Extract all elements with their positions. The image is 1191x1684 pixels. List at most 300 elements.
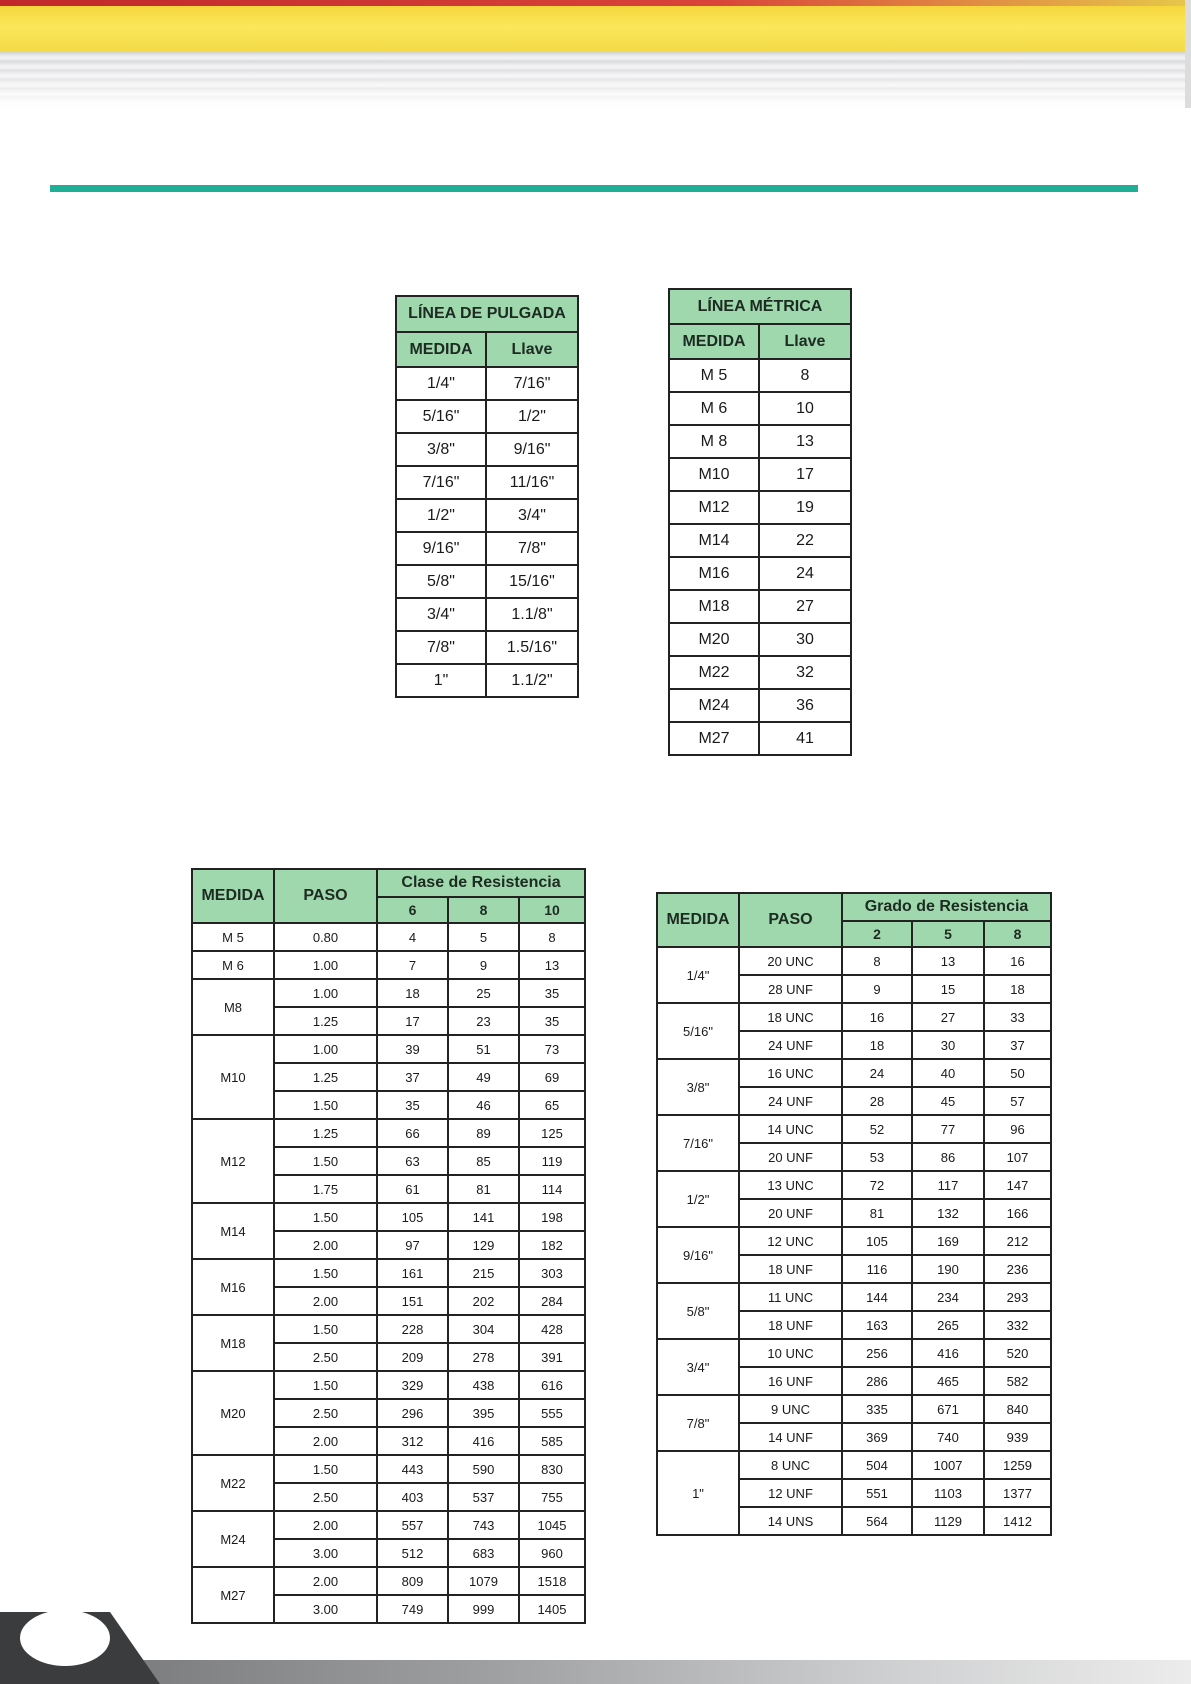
torque-metric-paso-cell: 2.00 xyxy=(274,1287,377,1315)
torque-metric-medida-cell: M16 xyxy=(192,1259,274,1315)
inch-llave-cell: 1/2" xyxy=(486,400,578,433)
torque-metric-value-cell: 830 xyxy=(519,1455,585,1483)
footer-white-oval xyxy=(20,1610,110,1666)
torque-inch-paso-cell: 14 UNS xyxy=(739,1507,842,1535)
torque-metric-paso-cell: 1.50 xyxy=(274,1455,377,1483)
metric-medida-cell: M14 xyxy=(669,524,759,557)
metric-col-llave: Llave xyxy=(759,324,851,359)
inch-table-row xyxy=(396,466,578,499)
torque-metric-value-cell: 278 xyxy=(448,1343,519,1371)
inch-medida-cell: 7/8" xyxy=(396,631,486,664)
torque-metric-value-cell: 312 xyxy=(377,1427,448,1455)
torque-inch-value-cell: 939 xyxy=(984,1423,1051,1451)
torque-inch-value-cell: 33 xyxy=(984,1003,1051,1031)
torque-inch-value-cell: 105 xyxy=(842,1227,912,1255)
inch-medida-cell: 3/8" xyxy=(396,433,486,466)
inch-llave-cell: 7/16" xyxy=(486,367,578,400)
inch-medida-cell: 9/16" xyxy=(396,532,486,565)
metric-table-row xyxy=(669,590,851,623)
torque-inch-value-cell: 169 xyxy=(912,1227,984,1255)
torque-inch-value-cell: 332 xyxy=(984,1311,1051,1339)
inch-col-medida: MEDIDA xyxy=(396,332,486,367)
torque-inch-value-cell: 81 xyxy=(842,1199,912,1227)
inch-table-row xyxy=(396,532,578,565)
metric-medida-cell: M12 xyxy=(669,491,759,524)
torque-metric-row xyxy=(192,1371,585,1399)
torque-metric-value-cell: 202 xyxy=(448,1287,519,1315)
metric-llave-cell: 36 xyxy=(759,689,851,722)
torque-metric-value-cell: 63 xyxy=(377,1147,448,1175)
torque-inch-row xyxy=(657,947,1051,975)
metric-llave-cell: 17 xyxy=(759,458,851,491)
inch-llave-cell: 15/16" xyxy=(486,565,578,598)
inch-table-row xyxy=(396,433,578,466)
torque-metric-value-cell: 329 xyxy=(377,1371,448,1399)
torque-metric-value-cell: 209 xyxy=(377,1343,448,1371)
footer-gray-band xyxy=(0,1660,1191,1684)
torque-inch-value-cell: 1007 xyxy=(912,1451,984,1479)
torque-metric-paso-cell: 3.00 xyxy=(274,1595,377,1623)
torque-inch-row xyxy=(657,1451,1051,1479)
torque-inch-value-cell: 107 xyxy=(984,1143,1051,1171)
torque-metric-value-cell: 25 xyxy=(448,979,519,1007)
metric-table-row xyxy=(669,722,851,755)
torque-metric-paso-cell: 1.00 xyxy=(274,1035,377,1063)
torque-metric-value-cell: 49 xyxy=(448,1063,519,1091)
torque-inch-value-cell: 293 xyxy=(984,1283,1051,1311)
torque-metric-value-cell: 616 xyxy=(519,1371,585,1399)
torque-metric-value-cell: 125 xyxy=(519,1119,585,1147)
torque-inch-value-cell: 52 xyxy=(842,1115,912,1143)
torque-metric-medida-cell: M20 xyxy=(192,1371,274,1455)
torque-inch-medida-cell: 7/16" xyxy=(657,1115,739,1171)
inch-llave-cell: 1.1/8" xyxy=(486,598,578,631)
torque-metric-value-cell: 755 xyxy=(519,1483,585,1511)
torque-inch-paso-cell: 12 UNF xyxy=(739,1479,842,1507)
torque-metric-paso-cell: 1.25 xyxy=(274,1007,377,1035)
torque-metric-class: 10 xyxy=(519,897,585,923)
torque-inch-value-cell: 57 xyxy=(984,1087,1051,1115)
metric-llave-cell: 30 xyxy=(759,623,851,656)
metric-table-row xyxy=(669,524,851,557)
torque-metric-row xyxy=(192,1567,585,1595)
metric-table-row xyxy=(669,557,851,590)
torque-inch-row xyxy=(657,1171,1051,1199)
header-right-edge xyxy=(1185,0,1191,108)
torque-metric-value-cell: 683 xyxy=(448,1539,519,1567)
torque-inch-value-cell: 551 xyxy=(842,1479,912,1507)
torque-inch-paso-cell: 18 UNF xyxy=(739,1311,842,1339)
torque-metric-value-cell: 809 xyxy=(377,1567,448,1595)
torque-inch-value-cell: 520 xyxy=(984,1339,1051,1367)
torque-metric-value-cell: 557 xyxy=(377,1511,448,1539)
torque-inch-value-cell: 144 xyxy=(842,1283,912,1311)
torque-inch-paso-cell: 14 UNF xyxy=(739,1423,842,1451)
torque-metric-value-cell: 960 xyxy=(519,1539,585,1567)
torque-metric-col-medida: MEDIDA xyxy=(192,869,274,923)
torque-metric-row xyxy=(192,1455,585,1483)
torque-inch-value-cell: 30 xyxy=(912,1031,984,1059)
torque-metric-paso-cell: 2.00 xyxy=(274,1231,377,1259)
torque-metric-paso-cell: 1.50 xyxy=(274,1259,377,1287)
torque-metric-value-cell: 512 xyxy=(377,1539,448,1567)
inch-table-row xyxy=(396,400,578,433)
metric-medida-cell: M16 xyxy=(669,557,759,590)
inch-llave-cell: 7/8" xyxy=(486,532,578,565)
torque-inch-value-cell: 9 xyxy=(842,975,912,1003)
torque-inch-value-cell: 465 xyxy=(912,1367,984,1395)
torque-inch-value-cell: 840 xyxy=(984,1395,1051,1423)
torque-metric-paso-cell: 2.50 xyxy=(274,1343,377,1371)
torque-inch-value-cell: 116 xyxy=(842,1255,912,1283)
torque-metric-value-cell: 999 xyxy=(448,1595,519,1623)
torque-metric-medida-cell: M24 xyxy=(192,1511,274,1567)
inch-torque-table xyxy=(656,892,1052,1536)
torque-metric-paso-cell: 1.50 xyxy=(274,1091,377,1119)
torque-metric-paso-cell: 3.00 xyxy=(274,1539,377,1567)
torque-metric-value-cell: 161 xyxy=(377,1259,448,1287)
inch-medida-cell: 1/2" xyxy=(396,499,486,532)
torque-metric-value-cell: 416 xyxy=(448,1427,519,1455)
torque-metric-medida-cell: M10 xyxy=(192,1035,274,1119)
torque-metric-medida-cell: M22 xyxy=(192,1455,274,1511)
torque-inch-value-cell: 53 xyxy=(842,1143,912,1171)
metric-llave-cell: 32 xyxy=(759,656,851,689)
torque-inch-value-cell: 27 xyxy=(912,1003,984,1031)
torque-inch-value-cell: 369 xyxy=(842,1423,912,1451)
metric-table-title: LÍNEA MÉTRICA xyxy=(669,289,851,324)
metric-medida-cell: M 5 xyxy=(669,359,759,392)
header-stripes-fade xyxy=(0,52,1191,108)
metric-table-row xyxy=(669,656,851,689)
metric-medida-cell: M 6 xyxy=(669,392,759,425)
metric-torque-table xyxy=(191,868,586,1624)
torque-inch-row xyxy=(657,1283,1051,1311)
header-yellow-band xyxy=(0,6,1191,52)
torque-metric-value-cell: 85 xyxy=(448,1147,519,1175)
torque-inch-value-cell: 77 xyxy=(912,1115,984,1143)
torque-inch-paso-cell: 14 UNC xyxy=(739,1115,842,1143)
torque-inch-paso-cell: 13 UNC xyxy=(739,1171,842,1199)
inch-table-row xyxy=(396,631,578,664)
torque-inch-value-cell: 40 xyxy=(912,1059,984,1087)
torque-metric-value-cell: 8 xyxy=(519,923,585,951)
torque-metric-value-cell: 443 xyxy=(377,1455,448,1483)
torque-inch-value-cell: 265 xyxy=(912,1311,984,1339)
torque-metric-row xyxy=(192,1511,585,1539)
torque-metric-value-cell: 69 xyxy=(519,1063,585,1091)
torque-metric-paso-cell: 2.50 xyxy=(274,1399,377,1427)
torque-metric-row xyxy=(192,979,585,1007)
torque-inch-value-cell: 117 xyxy=(912,1171,984,1199)
torque-metric-medida-cell: M8 xyxy=(192,979,274,1035)
torque-inch-paso-cell: 24 UNF xyxy=(739,1031,842,1059)
torque-metric-row xyxy=(192,1259,585,1287)
torque-inch-value-cell: 72 xyxy=(842,1171,912,1199)
metric-table-row xyxy=(669,392,851,425)
torque-inch-value-cell: 45 xyxy=(912,1087,984,1115)
torque-inch-row xyxy=(657,1395,1051,1423)
torque-inch-paso-cell: 18 UNC xyxy=(739,1003,842,1031)
torque-metric-medida-cell: M14 xyxy=(192,1203,274,1259)
inch-llave-cell: 11/16" xyxy=(486,466,578,499)
torque-metric-value-cell: 585 xyxy=(519,1427,585,1455)
teal-divider xyxy=(50,185,1138,192)
torque-inch-col-paso: PASO xyxy=(739,893,842,947)
metric-medida-cell: M22 xyxy=(669,656,759,689)
torque-metric-value-cell: 17 xyxy=(377,1007,448,1035)
metric-llave-cell: 19 xyxy=(759,491,851,524)
torque-metric-col-paso: PASO xyxy=(274,869,377,923)
metric-llave-cell: 10 xyxy=(759,392,851,425)
torque-metric-value-cell: 284 xyxy=(519,1287,585,1315)
metric-table-row xyxy=(669,359,851,392)
torque-inch-value-cell: 1377 xyxy=(984,1479,1051,1507)
torque-metric-value-cell: 395 xyxy=(448,1399,519,1427)
torque-inch-class: 5 xyxy=(912,921,984,947)
torque-metric-value-cell: 1079 xyxy=(448,1567,519,1595)
metric-medida-cell: M18 xyxy=(669,590,759,623)
torque-inch-value-cell: 18 xyxy=(842,1031,912,1059)
torque-inch-medida-cell: 1/4" xyxy=(657,947,739,1003)
torque-metric-class: 6 xyxy=(377,897,448,923)
torque-inch-value-cell: 50 xyxy=(984,1059,1051,1087)
torque-inch-row xyxy=(657,1339,1051,1367)
torque-metric-row xyxy=(192,923,585,951)
torque-inch-col-medida: MEDIDA xyxy=(657,893,739,947)
torque-inch-medida-cell: 5/16" xyxy=(657,1003,739,1059)
torque-metric-value-cell: 403 xyxy=(377,1483,448,1511)
inch-llave-cell: 1.5/16" xyxy=(486,631,578,664)
torque-inch-value-cell: 190 xyxy=(912,1255,984,1283)
torque-metric-medida-cell: M 5 xyxy=(192,923,274,951)
torque-metric-medida-cell: M18 xyxy=(192,1315,274,1371)
metric-llave-cell: 41 xyxy=(759,722,851,755)
torque-metric-paso-cell: 1.25 xyxy=(274,1119,377,1147)
torque-inch-paso-cell: 16 UNF xyxy=(739,1367,842,1395)
torque-metric-value-cell: 428 xyxy=(519,1315,585,1343)
torque-inch-row xyxy=(657,1227,1051,1255)
inch-table-title: LÍNEA DE PULGADA xyxy=(396,296,578,332)
torque-metric-medida-cell: M12 xyxy=(192,1119,274,1203)
torque-inch-value-cell: 16 xyxy=(842,1003,912,1031)
torque-inch-value-cell: 16 xyxy=(984,947,1051,975)
torque-inch-row xyxy=(657,1003,1051,1031)
torque-inch-value-cell: 24 xyxy=(842,1059,912,1087)
metric-medida-cell: M10 xyxy=(669,458,759,491)
inch-medida-cell: 5/8" xyxy=(396,565,486,598)
torque-metric-value-cell: 1045 xyxy=(519,1511,585,1539)
torque-metric-value-cell: 4 xyxy=(377,923,448,951)
torque-inch-paso-cell: 24 UNF xyxy=(739,1087,842,1115)
metric-table-body xyxy=(669,359,851,755)
metric-wrench-table xyxy=(668,288,852,756)
torque-metric-value-cell: 37 xyxy=(377,1063,448,1091)
torque-inch-value-cell: 740 xyxy=(912,1423,984,1451)
torque-metric-medida-cell: M27 xyxy=(192,1567,274,1623)
torque-inch-value-cell: 236 xyxy=(984,1255,1051,1283)
inch-table-row xyxy=(396,565,578,598)
torque-metric-value-cell: 391 xyxy=(519,1343,585,1371)
torque-metric-value-cell: 1405 xyxy=(519,1595,585,1623)
torque-inch-value-cell: 286 xyxy=(842,1367,912,1395)
torque-inch-medida-cell: 3/4" xyxy=(657,1339,739,1395)
metric-llave-cell: 13 xyxy=(759,425,851,458)
torque-inch-medida-cell: 1" xyxy=(657,1451,739,1535)
torque-metric-value-cell: 13 xyxy=(519,951,585,979)
torque-metric-paso-cell: 2.00 xyxy=(274,1427,377,1455)
torque-inch-value-cell: 234 xyxy=(912,1283,984,1311)
torque-metric-value-cell: 304 xyxy=(448,1315,519,1343)
torque-metric-value-cell: 438 xyxy=(448,1371,519,1399)
torque-inch-value-cell: 256 xyxy=(842,1339,912,1367)
torque-metric-value-cell: 73 xyxy=(519,1035,585,1063)
torque-metric-value-cell: 590 xyxy=(448,1455,519,1483)
torque-inch-value-cell: 147 xyxy=(984,1171,1051,1199)
torque-metric-value-cell: 35 xyxy=(377,1091,448,1119)
torque-inch-value-cell: 564 xyxy=(842,1507,912,1535)
inch-medida-cell: 5/16" xyxy=(396,400,486,433)
torque-metric-paso-cell: 1.50 xyxy=(274,1371,377,1399)
torque-inch-paso-cell: 8 UNC xyxy=(739,1451,842,1479)
metric-llave-cell: 22 xyxy=(759,524,851,557)
torque-inch-medida-cell: 7/8" xyxy=(657,1395,739,1451)
torque-inch-value-cell: 18 xyxy=(984,975,1051,1003)
inch-table-row xyxy=(396,598,578,631)
torque-inch-paso-cell: 18 UNF xyxy=(739,1255,842,1283)
inch-llave-cell: 9/16" xyxy=(486,433,578,466)
torque-metric-value-cell: 7 xyxy=(377,951,448,979)
inch-col-llave: Llave xyxy=(486,332,578,367)
torque-metric-value-cell: 97 xyxy=(377,1231,448,1259)
torque-metric-row xyxy=(192,1119,585,1147)
torque-inch-value-cell: 28 xyxy=(842,1087,912,1115)
inch-table-body xyxy=(396,367,578,697)
torque-metric-row xyxy=(192,1203,585,1231)
torque-metric-value-cell: 749 xyxy=(377,1595,448,1623)
torque-inch-value-cell: 15 xyxy=(912,975,984,1003)
torque-metric-value-cell: 198 xyxy=(519,1203,585,1231)
torque-inch-group-title: Grado de Resistencia xyxy=(842,893,1051,921)
torque-metric-value-cell: 129 xyxy=(448,1231,519,1259)
torque-inch-row xyxy=(657,1059,1051,1087)
metric-table-row xyxy=(669,491,851,524)
torque-inch-medida-cell: 5/8" xyxy=(657,1283,739,1339)
torque-metric-paso-cell: 1.75 xyxy=(274,1175,377,1203)
torque-metric-value-cell: 65 xyxy=(519,1091,585,1119)
torque-metric-value-cell: 66 xyxy=(377,1119,448,1147)
torque-metric-value-cell: 182 xyxy=(519,1231,585,1259)
metric-medida-cell: M24 xyxy=(669,689,759,722)
torque-metric-value-cell: 61 xyxy=(377,1175,448,1203)
torque-inch-paso-cell: 9 UNC xyxy=(739,1395,842,1423)
torque-inch-value-cell: 416 xyxy=(912,1339,984,1367)
torque-inch-value-cell: 1129 xyxy=(912,1507,984,1535)
torque-inch-row xyxy=(657,1115,1051,1143)
torque-metric-value-cell: 35 xyxy=(519,979,585,1007)
torque-metric-value-cell: 5 xyxy=(448,923,519,951)
torque-metric-row xyxy=(192,1315,585,1343)
header-band xyxy=(0,0,1191,108)
torque-inch-paso-cell: 20 UNC xyxy=(739,947,842,975)
inch-medida-cell: 7/16" xyxy=(396,466,486,499)
torque-metric-value-cell: 105 xyxy=(377,1203,448,1231)
torque-metric-value-cell: 303 xyxy=(519,1259,585,1287)
torque-inch-class: 8 xyxy=(984,921,1051,947)
torque-inch-class: 2 xyxy=(842,921,912,947)
inch-table-row xyxy=(396,367,578,400)
torque-inch-value-cell: 163 xyxy=(842,1311,912,1339)
torque-inch-value-cell: 132 xyxy=(912,1199,984,1227)
torque-inch-paso-cell: 16 UNC xyxy=(739,1059,842,1087)
metric-table-row xyxy=(669,458,851,491)
metric-medida-cell: M27 xyxy=(669,722,759,755)
torque-metric-paso-cell: 1.00 xyxy=(274,951,377,979)
torque-metric-paso-cell: 1.50 xyxy=(274,1147,377,1175)
metric-col-medida: MEDIDA xyxy=(669,324,759,359)
torque-metric-value-cell: 141 xyxy=(448,1203,519,1231)
torque-inch-paso-cell: 28 UNF xyxy=(739,975,842,1003)
torque-inch-value-cell: 335 xyxy=(842,1395,912,1423)
torque-inch-paso-cell: 11 UNC xyxy=(739,1283,842,1311)
torque-inch-value-cell: 1259 xyxy=(984,1451,1051,1479)
torque-metric-group-title: Clase de Resistencia xyxy=(377,869,585,897)
torque-metric-value-cell: 89 xyxy=(448,1119,519,1147)
torque-metric-paso-cell: 2.00 xyxy=(274,1567,377,1595)
torque-metric-paso-cell: 0.80 xyxy=(274,923,377,951)
torque-inch-paso-cell: 12 UNC xyxy=(739,1227,842,1255)
torque-inch-value-cell: 13 xyxy=(912,947,984,975)
torque-inch-value-cell: 96 xyxy=(984,1115,1051,1143)
torque-metric-medida-cell: M 6 xyxy=(192,951,274,979)
torque-metric-value-cell: 23 xyxy=(448,1007,519,1035)
torque-metric-value-cell: 119 xyxy=(519,1147,585,1175)
torque-inch-value-cell: 8 xyxy=(842,947,912,975)
torque-inch-value-cell: 671 xyxy=(912,1395,984,1423)
inch-table-row xyxy=(396,664,578,697)
torque-metric-class: 8 xyxy=(448,897,519,923)
torque-metric-value-cell: 9 xyxy=(448,951,519,979)
metric-llave-cell: 24 xyxy=(759,557,851,590)
inch-wrench-table xyxy=(395,295,579,698)
torque-inch-paso-cell: 20 UNF xyxy=(739,1199,842,1227)
torque-inch-body xyxy=(657,947,1051,1535)
torque-metric-value-cell: 46 xyxy=(448,1091,519,1119)
metric-table-row xyxy=(669,623,851,656)
torque-inch-value-cell: 37 xyxy=(984,1031,1051,1059)
inch-medida-cell: 1/4" xyxy=(396,367,486,400)
torque-metric-value-cell: 18 xyxy=(377,979,448,1007)
torque-metric-value-cell: 296 xyxy=(377,1399,448,1427)
torque-metric-value-cell: 1518 xyxy=(519,1567,585,1595)
metric-medida-cell: M20 xyxy=(669,623,759,656)
torque-metric-value-cell: 51 xyxy=(448,1035,519,1063)
torque-inch-medida-cell: 3/8" xyxy=(657,1059,739,1115)
metric-table-row xyxy=(669,425,851,458)
torque-metric-paso-cell: 1.00 xyxy=(274,979,377,1007)
torque-metric-value-cell: 228 xyxy=(377,1315,448,1343)
inch-llave-cell: 1.1/2" xyxy=(486,664,578,697)
torque-metric-body xyxy=(192,923,585,1623)
metric-llave-cell: 27 xyxy=(759,590,851,623)
torque-metric-value-cell: 81 xyxy=(448,1175,519,1203)
metric-llave-cell: 8 xyxy=(759,359,851,392)
torque-inch-value-cell: 1103 xyxy=(912,1479,984,1507)
torque-metric-value-cell: 215 xyxy=(448,1259,519,1287)
torque-inch-medida-cell: 9/16" xyxy=(657,1227,739,1283)
torque-inch-value-cell: 1412 xyxy=(984,1507,1051,1535)
inch-medida-cell: 1" xyxy=(396,664,486,697)
